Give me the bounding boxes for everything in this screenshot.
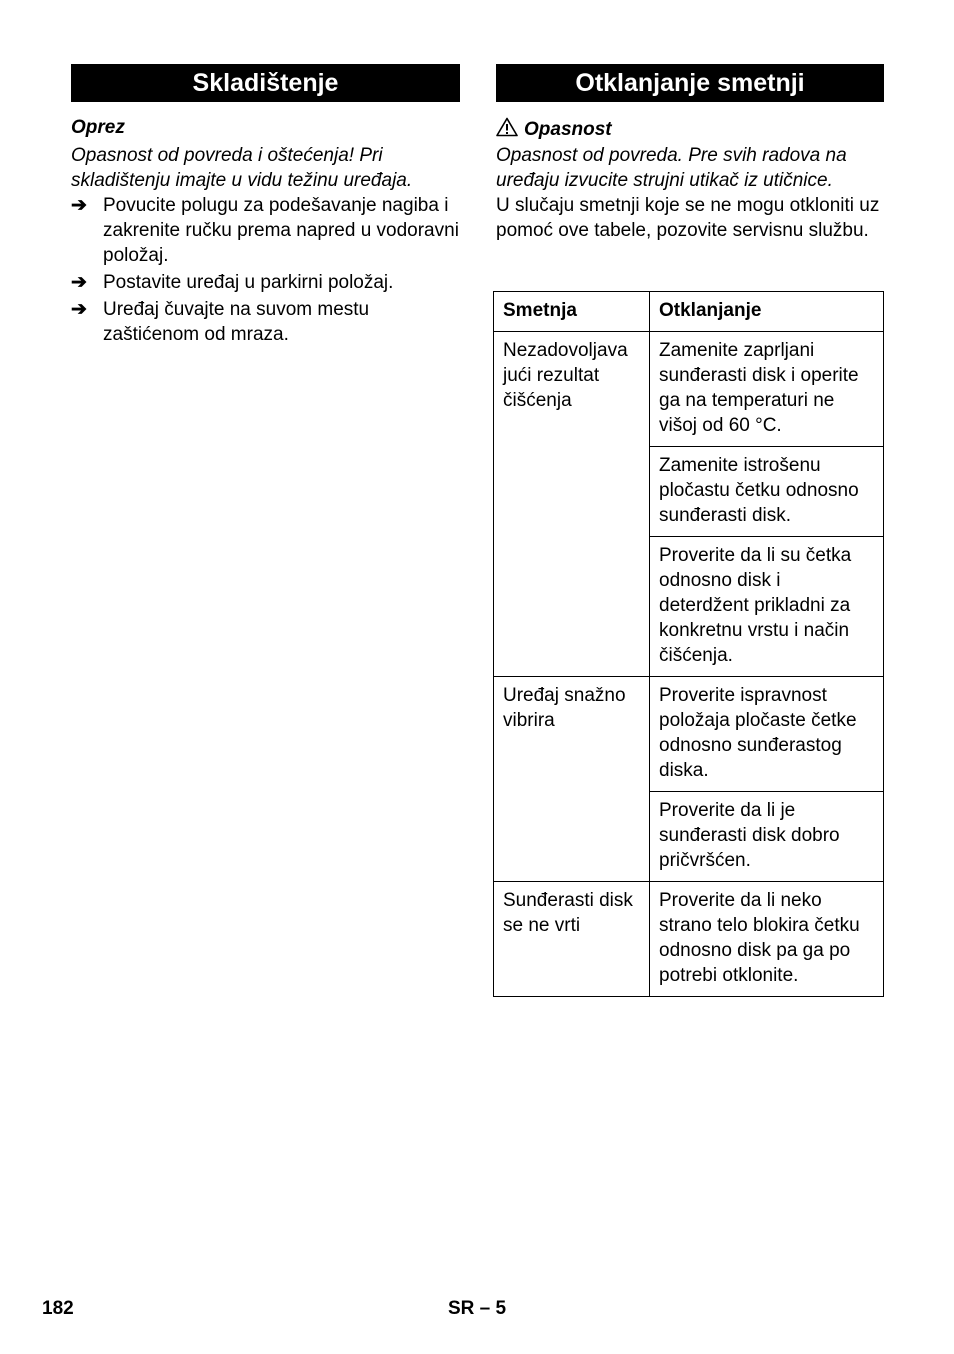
step-text: Uređaj čuvajte na suvom mestu zaštićenom od mraza. bbox=[103, 299, 370, 345]
remedy-cell: Zamenite zaprljani sunđerasti disk i operite ga na temperaturi ne višoj od 60 °C. bbox=[650, 332, 884, 447]
table-row bbox=[494, 677, 884, 792]
table-row bbox=[494, 882, 884, 997]
caution-label: Oprez bbox=[71, 117, 125, 138]
danger-label: Opasnost bbox=[524, 119, 612, 140]
arrow-right-icon: ➔ bbox=[71, 195, 87, 216]
warning-triangle-icon bbox=[496, 117, 518, 137]
table-header-row bbox=[494, 292, 884, 332]
arrow-right-icon: ➔ bbox=[71, 272, 87, 293]
troubleshooting-section bbox=[496, 64, 884, 243]
column-header-remedy: Otklanjanje bbox=[650, 292, 884, 332]
storage-section bbox=[71, 64, 460, 349]
danger-label-row bbox=[496, 117, 884, 139]
remedy-cell: Proverite ispravnost položaja pločaste četke odnosno sunđerastog diska. bbox=[650, 677, 884, 792]
step-text: Povucite polugu za podešavanje nagiba i zakrenite ručku prema napred u vodoravni položaj. bbox=[103, 195, 459, 266]
list-item bbox=[71, 193, 460, 268]
list-item bbox=[71, 270, 460, 295]
storage-heading: Skladištenje bbox=[71, 64, 460, 102]
column-header-fault: Smetnja bbox=[494, 292, 650, 332]
caution-text: Opasnost od povreda i oštećenja! Pri skladištenju imajte u vidu težinu uređaja. bbox=[71, 145, 413, 191]
troubleshooting-heading: Otklanjanje smetnji bbox=[496, 64, 884, 102]
remedy-cell: Proverite da li su četka odnosno disk i deterdžent prikladni za konkretnu vrstu i način čišćenja. bbox=[650, 537, 884, 677]
fault-cell: Sunđerasti disk se ne vrti bbox=[494, 882, 650, 997]
troubleshooting-table bbox=[493, 291, 884, 997]
storage-steps bbox=[71, 193, 460, 347]
table-row bbox=[494, 332, 884, 447]
section-label: SR – 5 bbox=[448, 1298, 507, 1319]
remedy-cell: Proverite da li neko strano telo blokira četku odnosno disk pa ga po potrebi otklonite. bbox=[650, 882, 884, 997]
intro-text: U slučaju smetnji koje se ne mogu otkloniti uz pomoć ove tabele, pozovite servisnu službu. bbox=[496, 195, 880, 241]
remedy-cell: Zamenite istrošenu pločastu četku odnosno sunđerasti disk. bbox=[650, 447, 884, 537]
list-item bbox=[71, 297, 460, 347]
danger-text: Opasnost od povreda. Pre svih radova na uređaju izvucite strujni utikač iz utičnice. bbox=[496, 145, 847, 191]
step-text: Postavite uređaj u parkirni položaj. bbox=[103, 272, 394, 293]
fault-cell: Nezadovoljava jući rezultat čišćenja bbox=[494, 332, 650, 677]
fault-cell: Uređaj snažno vibrira bbox=[494, 677, 650, 882]
arrow-right-icon: ➔ bbox=[71, 299, 87, 320]
remedy-cell: Proverite da li je sunđerasti disk dobro pričvršćen. bbox=[650, 792, 884, 882]
page-number: 182 bbox=[42, 1298, 74, 1319]
